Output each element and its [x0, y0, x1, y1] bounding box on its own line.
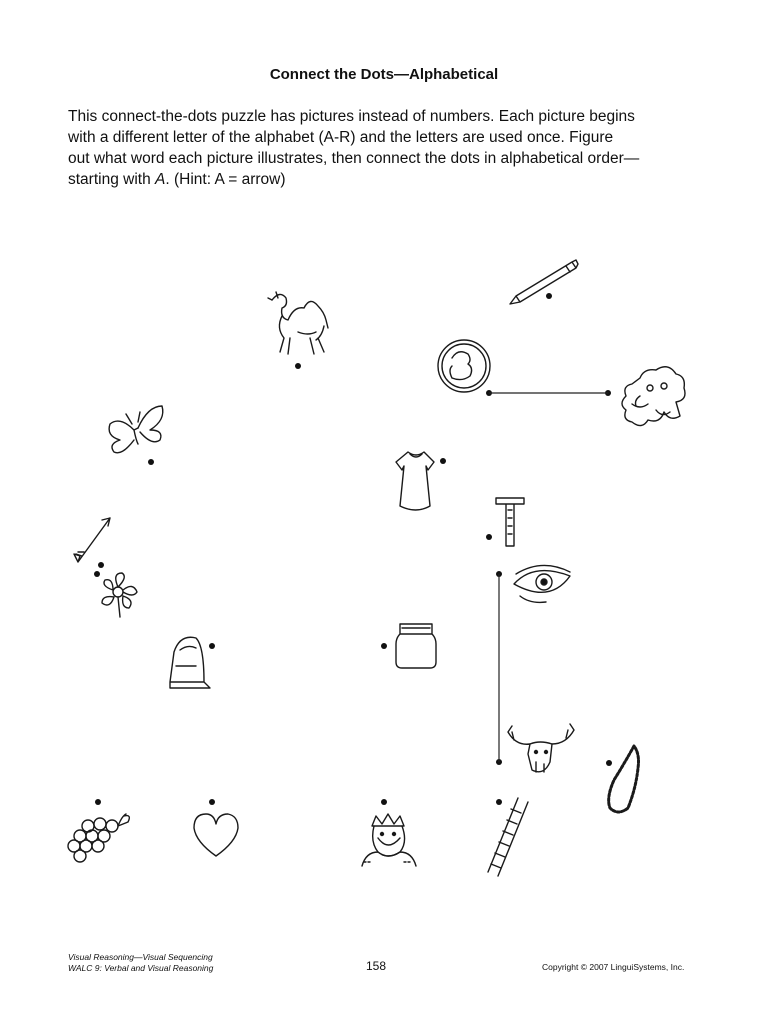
page-title: Connect the Dots—Alphabetical	[269, 66, 499, 83]
instructions-line-2: with a different letter of the alphabet (A-R) and the letters are used once. Figure	[68, 129, 614, 146]
arrow-dot[interactable]	[98, 562, 104, 568]
flower-icon	[102, 573, 137, 617]
hammer-icon	[496, 498, 524, 546]
king-icon	[362, 814, 416, 866]
arrow-icon	[74, 518, 110, 562]
instructions-line-4-start: starting with	[68, 171, 156, 188]
pencil-icon	[510, 260, 578, 304]
grapes-dot[interactable]	[95, 799, 101, 805]
butterfly-dot[interactable]	[148, 459, 154, 465]
iron-dot[interactable]	[209, 643, 215, 649]
dress-icon	[396, 452, 434, 510]
instructions-letter-a: A	[155, 171, 166, 188]
heart-dot[interactable]	[209, 799, 215, 805]
instructions-hint: . (Hint: A = arrow)	[165, 171, 286, 188]
eye-icon	[514, 565, 570, 602]
jar-icon	[396, 624, 436, 668]
necklace-icon[interactable]	[609, 746, 639, 812]
octopus-icon	[622, 367, 685, 426]
footer-series-line-2: WALC 9: Verbal and Visual Reasoning	[68, 963, 214, 973]
iron-icon	[170, 637, 210, 688]
ladder-dot[interactable]	[496, 799, 502, 805]
moose-icon	[508, 724, 574, 772]
ladder-icon	[488, 798, 528, 876]
flower-dot[interactable]	[94, 571, 100, 577]
jar-dot[interactable]	[381, 643, 387, 649]
king-dot[interactable]	[381, 799, 387, 805]
instructions-line-1: This connect-the-dots puzzle has pictures instead of numbers. Each picture begins	[68, 108, 635, 125]
quarter-coin-icon	[438, 340, 490, 392]
copyright: Copyright © 2007 LinguiSystems, Inc.	[542, 962, 685, 972]
butterfly-icon	[109, 406, 163, 453]
camel-dot[interactable]	[295, 363, 301, 369]
hammer-dot[interactable]	[486, 534, 492, 540]
footer-series	[68, 952, 213, 974]
grapes-icon	[68, 814, 129, 862]
heart-icon	[194, 814, 238, 856]
necklace-dot[interactable]	[606, 760, 612, 766]
camel-icon	[268, 292, 328, 354]
instructions-line-3: out what word each picture illustrates, then connect the dots in alphabetical order—	[68, 150, 640, 167]
pencil-dot[interactable]	[546, 293, 552, 299]
page-number: 158	[366, 959, 387, 973]
footer-series-line-1: Visual Reasoning—Visual Sequencing	[68, 952, 213, 962]
dress-dot[interactable]	[440, 458, 446, 464]
